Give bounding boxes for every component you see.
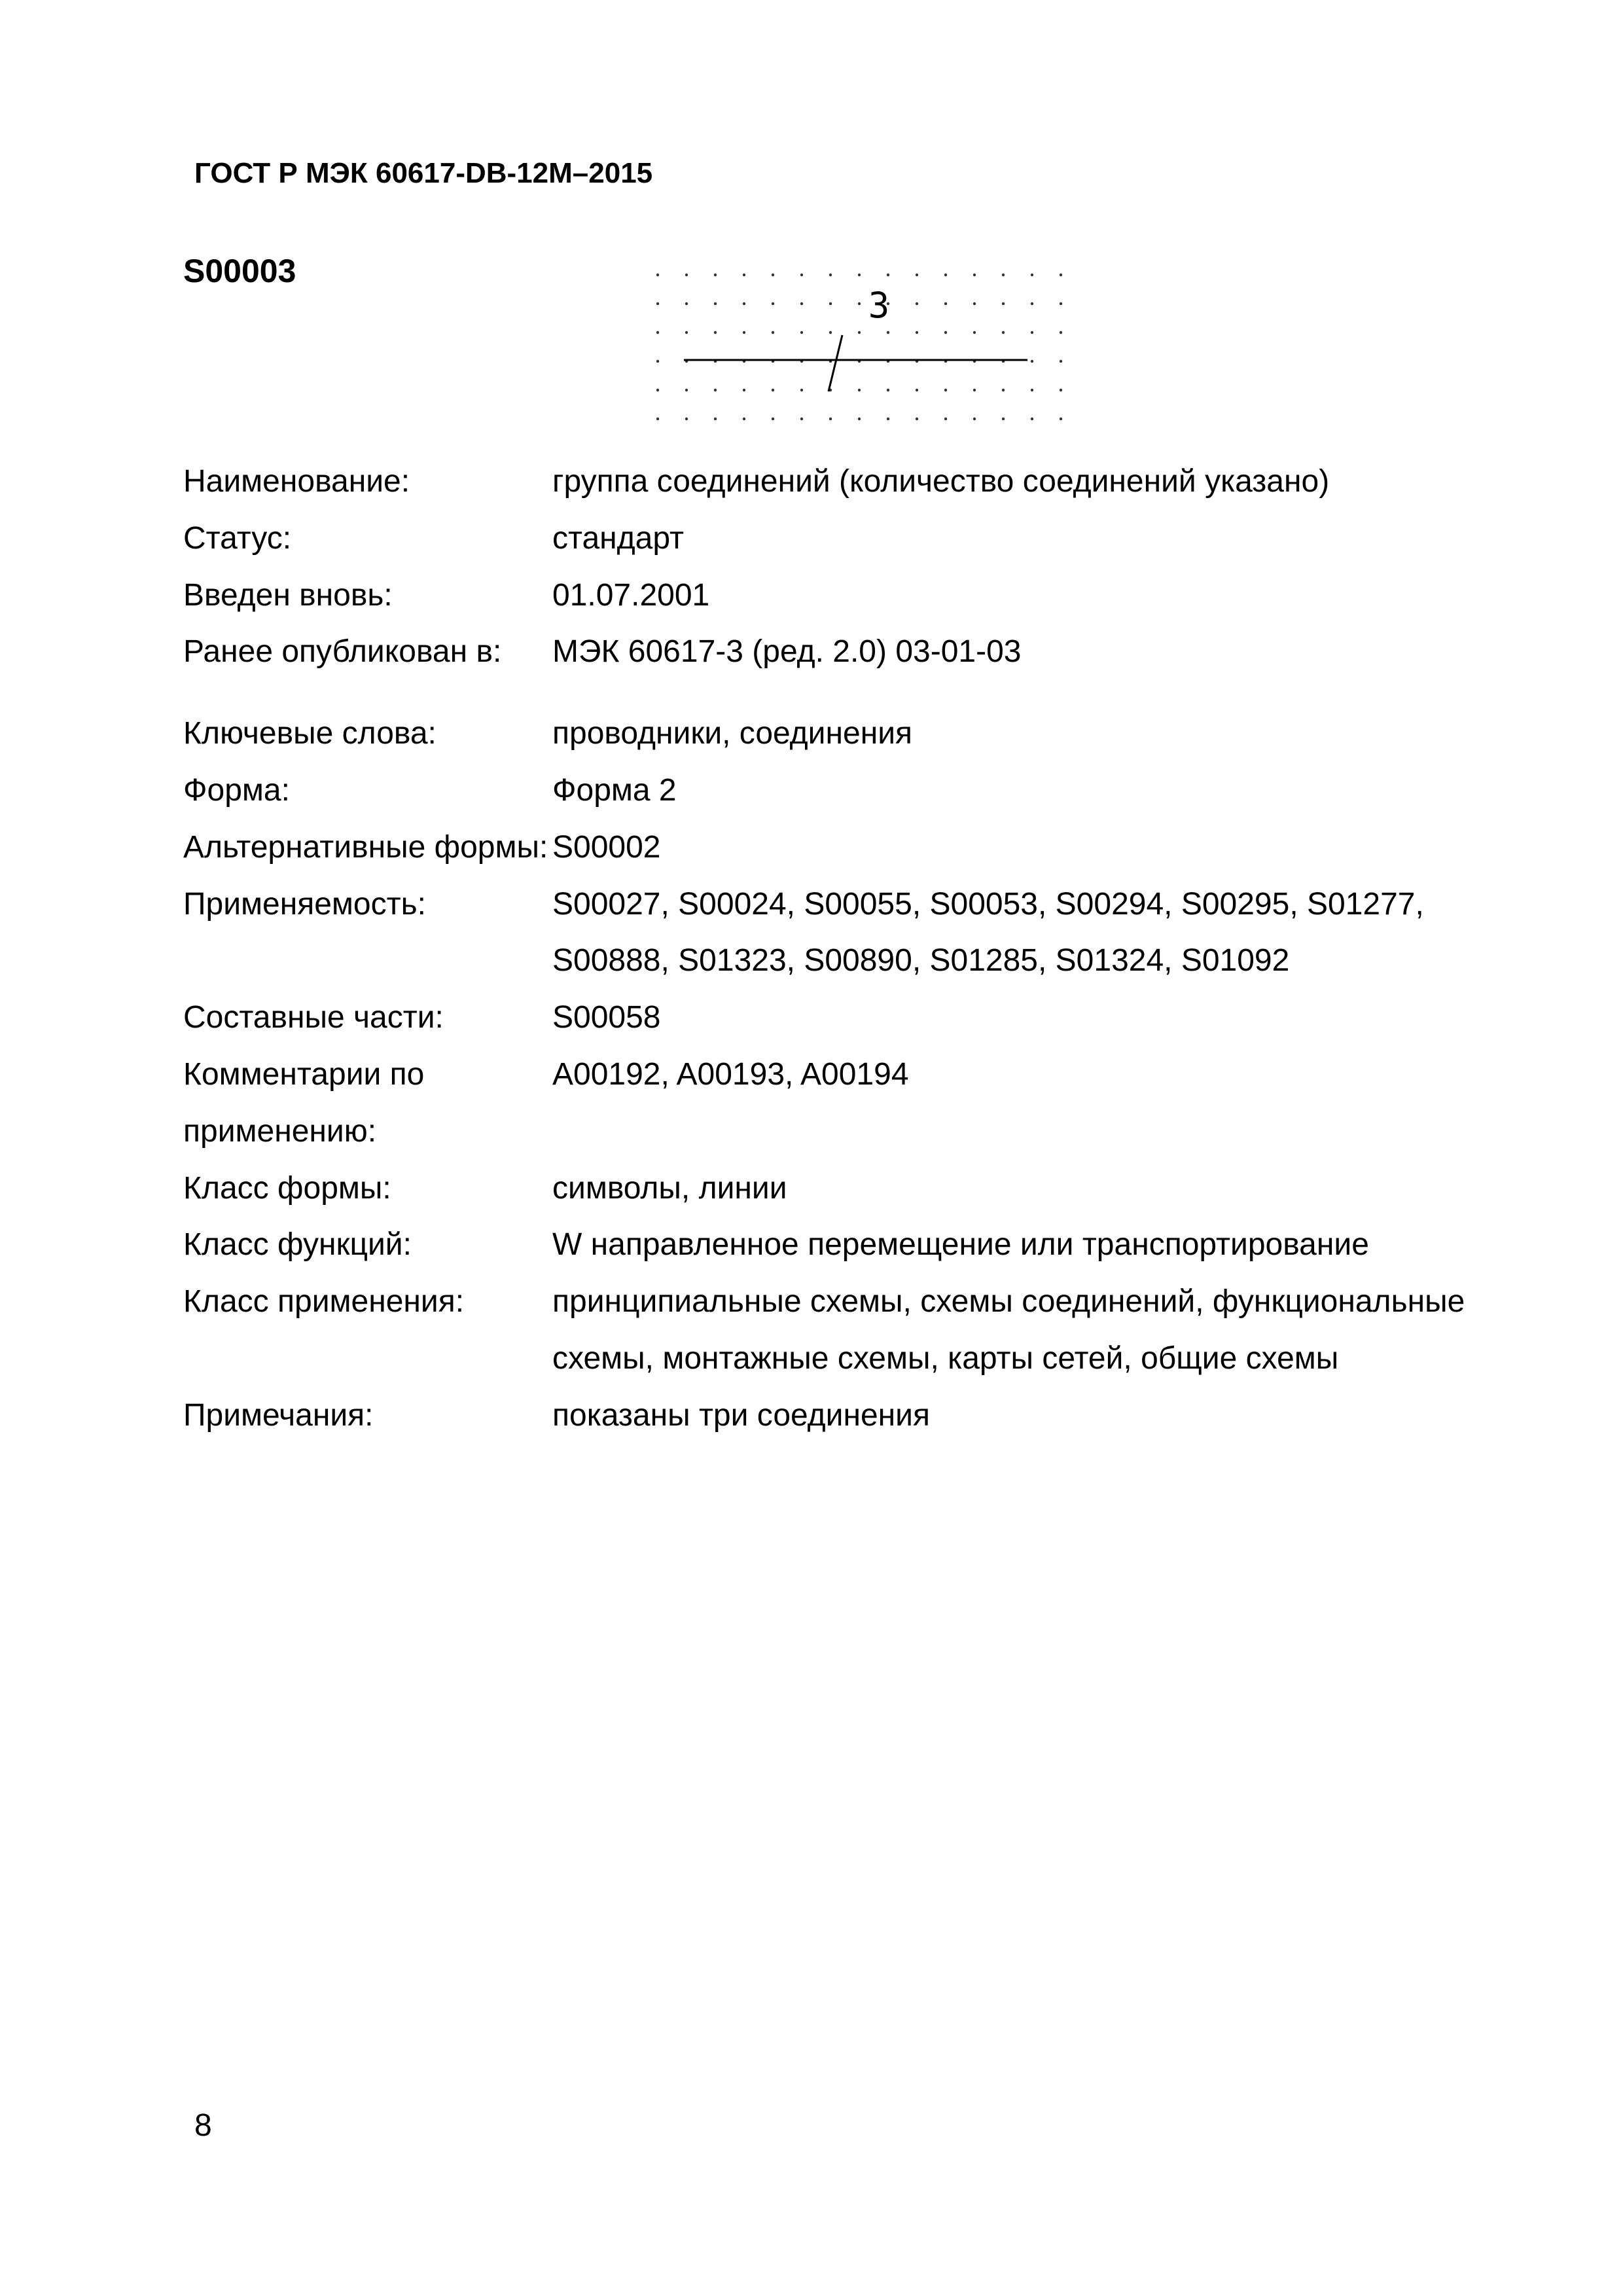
grid-dot bbox=[1060, 360, 1062, 363]
grid-dot bbox=[685, 274, 688, 276]
grid-dot bbox=[656, 418, 659, 420]
grid-dot bbox=[1002, 274, 1005, 276]
grid-dot bbox=[1031, 389, 1033, 391]
grid-dot bbox=[829, 302, 832, 305]
grid-dot bbox=[1031, 302, 1033, 305]
grid-dot bbox=[944, 302, 947, 305]
grid-dot bbox=[916, 331, 918, 334]
grid-dot bbox=[1002, 331, 1005, 334]
properties-list bbox=[183, 454, 1492, 1444]
document-header: ГОСТ Р МЭК 60617-DB-12M–2015 bbox=[194, 157, 653, 189]
property-value: S00002 bbox=[552, 829, 661, 865]
grid-dot bbox=[944, 418, 947, 420]
grid-dot bbox=[858, 274, 861, 276]
grid-dot bbox=[1002, 302, 1005, 305]
page-number: 8 bbox=[194, 2108, 212, 2143]
grid-dot bbox=[772, 418, 774, 420]
property-row bbox=[183, 1160, 1492, 1217]
property-label: Примечания: bbox=[183, 1397, 374, 1433]
grid-dot bbox=[656, 360, 659, 363]
grid-dot bbox=[685, 331, 688, 334]
property-row bbox=[183, 624, 1492, 681]
grid-dot bbox=[829, 274, 832, 276]
grid-dot bbox=[858, 331, 861, 334]
grid-dot bbox=[944, 331, 947, 334]
property-value: Форма 2 bbox=[552, 772, 677, 808]
property-row bbox=[183, 1388, 1492, 1444]
property-value: A00192, A00193, A00194 bbox=[552, 1056, 909, 1092]
property-value: S00027, S00024, S00055, S00053, S00294, S00295, S01277, S00888, S01323, S00890, S01285, S01324, S01092 bbox=[552, 886, 1424, 978]
property-label: Класс функций: bbox=[183, 1227, 412, 1263]
grid-dot bbox=[973, 331, 976, 334]
property-label: Ранее опубликован в: bbox=[183, 634, 502, 670]
grid-dot bbox=[656, 274, 659, 276]
grid-dot bbox=[1002, 418, 1005, 420]
grid-dot bbox=[1031, 360, 1033, 363]
grid-dot bbox=[858, 389, 861, 391]
grid-dot bbox=[743, 331, 745, 334]
grid-dot bbox=[714, 389, 717, 391]
grid-dot bbox=[829, 331, 832, 334]
symbol-id: S00003 bbox=[183, 253, 296, 289]
property-label: Статус: bbox=[183, 520, 292, 556]
grid-dot bbox=[1031, 418, 1033, 420]
grid-dot bbox=[800, 389, 803, 391]
property-value: проводники, соединения bbox=[552, 716, 913, 751]
connection-count-label: 3 bbox=[868, 285, 890, 326]
property-label: Составные части: bbox=[183, 1000, 444, 1035]
grid-dot bbox=[743, 302, 745, 305]
grid-dot bbox=[656, 331, 659, 334]
property-label: Альтернативные формы: bbox=[183, 829, 548, 865]
grid-dot bbox=[829, 418, 832, 420]
grid-dot bbox=[772, 331, 774, 334]
grid-dot bbox=[743, 274, 745, 276]
property-value: принципиальные схемы, схемы соединений, функциональные схемы, монтажные схемы, карты сетей, общие схемы bbox=[552, 1284, 1465, 1376]
grid-dot bbox=[887, 389, 889, 391]
property-row bbox=[183, 762, 1492, 819]
grid-dot bbox=[1031, 274, 1033, 276]
property-row bbox=[183, 706, 1492, 762]
grid-dot bbox=[1031, 331, 1033, 334]
property-value: МЭК 60617-3 (ред. 2.0) 03-01-03 bbox=[552, 634, 1022, 670]
grid-dot bbox=[800, 418, 803, 420]
grid-dot bbox=[800, 302, 803, 305]
property-label: Комментарии по применению: bbox=[183, 1056, 425, 1149]
grid-dot bbox=[772, 274, 774, 276]
grid-dot bbox=[772, 389, 774, 391]
property-row bbox=[183, 819, 1492, 876]
grid-dot bbox=[656, 389, 659, 391]
property-value: показаны три соединения bbox=[552, 1397, 930, 1433]
grid-dot bbox=[656, 302, 659, 305]
grid-dot bbox=[772, 302, 774, 305]
property-row bbox=[183, 990, 1492, 1047]
grid-dot bbox=[973, 389, 976, 391]
property-label: Форма: bbox=[183, 772, 290, 808]
grid-dot bbox=[887, 331, 889, 334]
property-label: Класс применения: bbox=[183, 1284, 465, 1319]
grid-dot bbox=[685, 302, 688, 305]
symbol-figure bbox=[648, 265, 1073, 429]
grid-dot bbox=[1002, 389, 1005, 391]
grid-dot bbox=[887, 418, 889, 420]
property-value: 01.07.2001 bbox=[552, 577, 710, 613]
slash-mark bbox=[829, 335, 842, 391]
grid-dot bbox=[714, 418, 717, 420]
grid-dot bbox=[714, 331, 717, 334]
grid-dot bbox=[944, 389, 947, 391]
property-row bbox=[183, 1217, 1492, 1274]
grid-dot bbox=[916, 418, 918, 420]
property-value: W направленное перемещение или транспортирование bbox=[552, 1227, 1369, 1263]
grid-dot bbox=[973, 302, 976, 305]
grid-dot bbox=[685, 418, 688, 420]
grid-dot bbox=[944, 274, 947, 276]
grid-dot bbox=[916, 302, 918, 305]
property-row bbox=[183, 876, 1492, 990]
grid-dots bbox=[656, 274, 1062, 420]
grid-dot bbox=[800, 331, 803, 334]
property-value: группа соединений (количество соединений указано) bbox=[552, 464, 1330, 499]
property-label: Класс формы: bbox=[183, 1170, 391, 1206]
property-value: символы, линии bbox=[552, 1170, 787, 1206]
grid-dot bbox=[858, 302, 861, 305]
property-label: Введен вновь: bbox=[183, 577, 393, 613]
grid-dot bbox=[973, 274, 976, 276]
grid-dot bbox=[887, 274, 889, 276]
property-row bbox=[183, 1047, 1492, 1160]
grid-dot bbox=[1060, 302, 1062, 305]
grid-dot bbox=[858, 418, 861, 420]
grid-dot bbox=[1060, 274, 1062, 276]
property-value: S00058 bbox=[552, 1000, 661, 1035]
property-value: стандарт bbox=[552, 520, 684, 556]
grid-dot bbox=[916, 389, 918, 391]
grid-dot bbox=[743, 418, 745, 420]
property-label: Ключевые слова: bbox=[183, 716, 437, 751]
grid-dot bbox=[743, 389, 745, 391]
grid-dot bbox=[800, 274, 803, 276]
grid-dot bbox=[1060, 389, 1062, 391]
grid-dot bbox=[714, 302, 717, 305]
property-row bbox=[183, 454, 1492, 511]
property-label: Наименование: bbox=[183, 464, 410, 499]
grid-dot bbox=[1060, 418, 1062, 420]
grid-dot bbox=[1060, 331, 1062, 334]
property-row bbox=[183, 567, 1492, 624]
property-row bbox=[183, 1274, 1492, 1388]
property-label: Применяемость: bbox=[183, 886, 426, 922]
property-row bbox=[183, 511, 1492, 567]
grid-dot bbox=[973, 418, 976, 420]
grid-dot bbox=[916, 274, 918, 276]
grid-dot bbox=[714, 274, 717, 276]
grid-dot bbox=[685, 389, 688, 391]
